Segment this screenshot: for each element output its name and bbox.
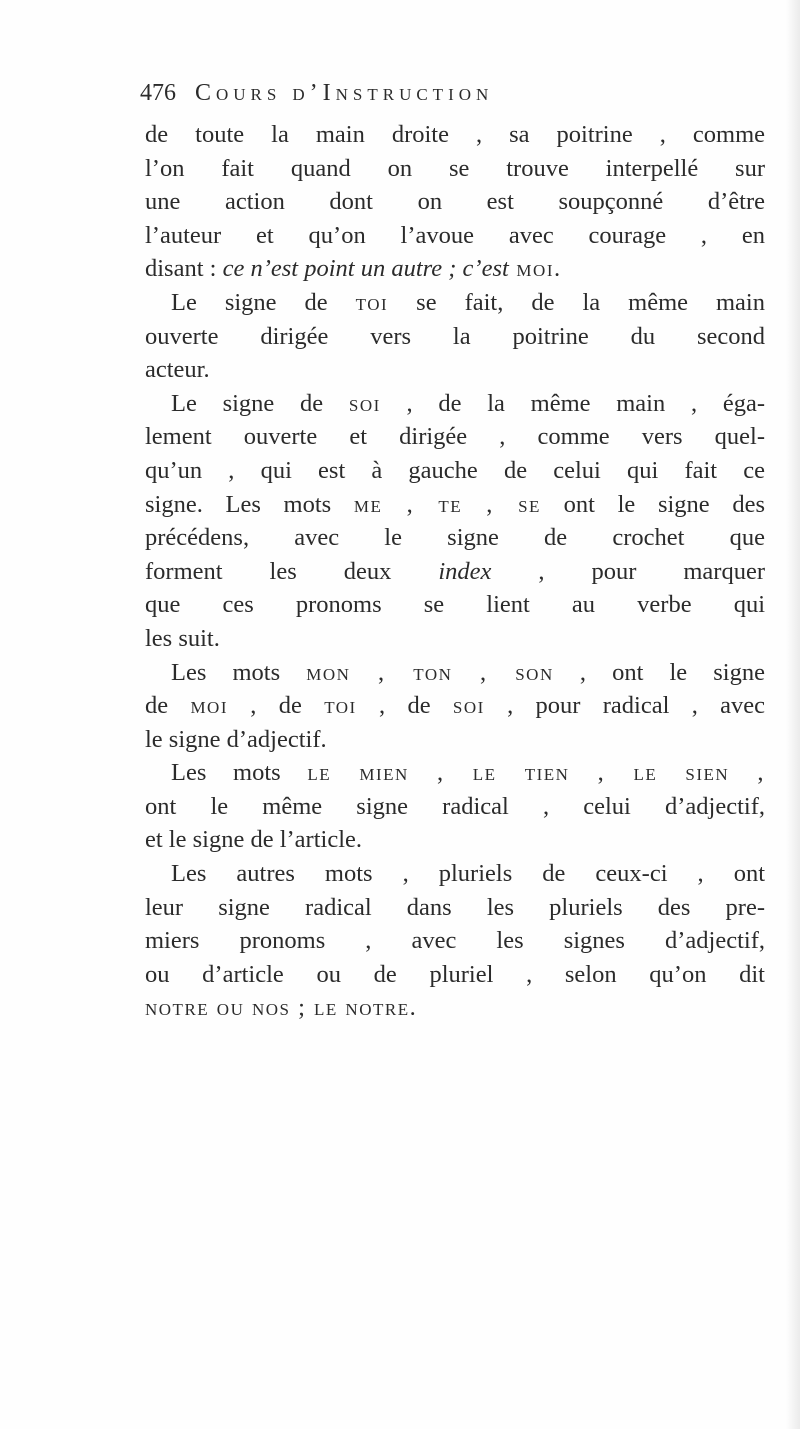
text-line: miers pronoms , avec les signes d’adjectif, xyxy=(145,927,765,955)
small-caps-word: soi xyxy=(452,692,485,720)
page-number: 476 xyxy=(140,80,176,106)
text-line: de toute la main droite , sa poitrine , comme xyxy=(145,121,765,148)
text-line: disant : ce n’est point un autre ; c’est moi. xyxy=(145,255,562,283)
small-caps-word: soi xyxy=(348,389,381,417)
text-line: une action dont on est soupçonné d’être xyxy=(145,188,765,216)
text-line: et le signe de l’article. xyxy=(145,826,362,854)
text-line: le signe d’adjectif. xyxy=(145,725,327,753)
small-caps-words: le mien , le tien , le sien , xyxy=(307,759,765,787)
paragraph-line: Le signe de toi se fait, de la même main xyxy=(171,288,765,316)
text-line: leur signe radical dans les pluriels des pre- xyxy=(145,893,765,921)
text-line: que ces pronoms se lient au verbe qui xyxy=(145,591,765,619)
small-caps-words: mon , ton , son xyxy=(306,658,554,686)
text-line: forment les deux index , pour marquer xyxy=(145,557,765,585)
small-caps-word: moi xyxy=(190,692,228,720)
page-edge-shadow xyxy=(786,0,800,1429)
text-line: ouverte dirigée vers la poitrine du second xyxy=(145,322,765,350)
italic-word: index xyxy=(438,557,492,585)
paragraph-line: Les mots mon , ton , son , ont le signe xyxy=(171,658,765,686)
paragraph-line: Les mots le mien , le tien , le sien , xyxy=(171,759,765,787)
text-line: l’auteur et qu’on l’avoue avec courage , en xyxy=(145,221,765,249)
text-line: acteur. xyxy=(145,356,210,384)
italic-phrase: ce n’est point un autre ; c’est xyxy=(222,255,509,283)
text-line: ou d’article ou de pluriel , selon qu’on dit xyxy=(145,960,765,988)
small-caps-word: toi xyxy=(324,692,357,720)
running-header xyxy=(140,80,710,107)
small-caps-word: toi xyxy=(355,288,389,316)
text-line: de moi , de toi , de soi , pour radical , avec xyxy=(145,692,766,720)
running-title: Cours d’Instruction xyxy=(195,80,494,106)
text-line: les suit. xyxy=(145,624,220,652)
text-line: lement ouverte et dirigée , comme vers quel- xyxy=(145,423,765,451)
body-text xyxy=(145,118,765,1025)
small-caps-word: moi. xyxy=(508,255,562,283)
text-line: qu’un , qui est à gauche de celui qui fait ce xyxy=(145,456,765,484)
text-line: notre ou nos ; le notre. xyxy=(145,994,418,1022)
paragraph-line: Le signe de soi , de la même main , éga- xyxy=(171,389,765,417)
text-line: l’on fait quand on se trouve interpellé sur xyxy=(145,154,765,182)
text-line: précédens, avec le signe de crochet que xyxy=(145,524,765,552)
paragraph-line: Les autres mots , pluriels de ceux-ci , ont xyxy=(171,860,765,888)
text-line: signe. Les mots me , te , se ont le signe des xyxy=(145,490,765,518)
small-caps-words: me , te , se xyxy=(353,490,541,518)
text-line: ont le même signe radical , celui d’adjectif, xyxy=(145,792,765,820)
